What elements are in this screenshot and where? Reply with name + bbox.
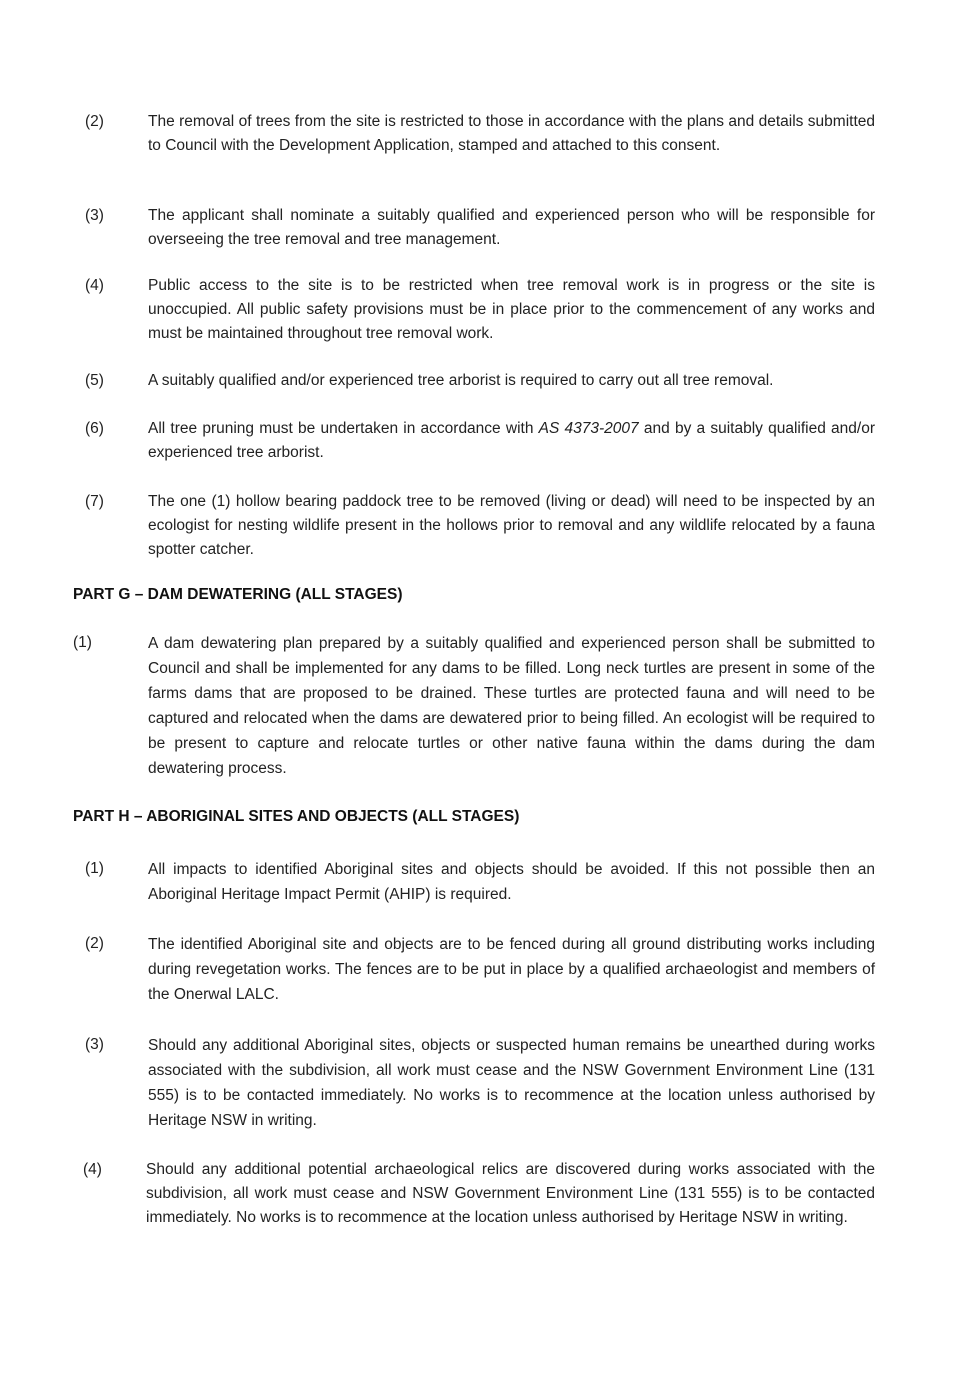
condition-number: (3) <box>85 207 104 224</box>
condition-text: Public access to the site is to be restricted when tree removal work is in progress or the site is unoccupied. All public safety provisions must be in place prior to the commencement of any works and must be maintained throughout tree removal work. <box>148 277 875 342</box>
condition-number: (4) <box>85 277 104 294</box>
condition-text: The identified Aboriginal site and objects are to be fenced during all ground distributing works including during revegetation works. The fences are to be put in place by a qualified archaeologist and members of the Onerwal LALC. <box>148 936 875 1003</box>
condition-number: (1) <box>85 860 104 877</box>
condition-text <box>148 417 875 465</box>
condition-text-part: and by a suitably qualified and/or experienced tree arborist. <box>148 420 876 461</box>
section-heading-part-h: PART H – ABORIGINAL SITES AND OBJECTS (ALL STAGES) <box>73 808 520 825</box>
condition-text: The applicant shall nominate a suitably qualified and experienced person who will be responsible for overseeing the tree removal and tree management. <box>148 207 875 248</box>
condition-text: Should any additional potential archaeological relics are discovered during works associated with the subdivision, all work must cease and NSW Government Environment Line (131 555) is to be contacted immediately. No works is to recommence at the location unless authorised by Heritage NSW in writing. <box>146 1161 875 1226</box>
condition-number: (7) <box>85 493 104 510</box>
condition-number: (3) <box>85 1036 104 1053</box>
condition-number: (2) <box>85 113 104 130</box>
condition-number: (4) <box>83 1161 102 1178</box>
condition-number: (2) <box>85 935 104 952</box>
condition-text: Should any additional Aboriginal sites, objects or suspected human remains be unearthed during works associated with the subdivision, all work must cease and the NSW Government Environment Line (131 555) is to be contacted immediately. No works is to recommence at the location unless authorised by Heritage NSW in writing. <box>148 1037 875 1129</box>
condition-text-part: All tree pruning must be undertaken in accordance with <box>148 420 539 437</box>
standard-reference: AS 4373-2007 <box>538 420 639 437</box>
condition-text: The removal of trees from the site is restricted to those in accordance with the plans and details submitted to Council with the Development Application, stamped and attached to this consent. <box>148 113 875 154</box>
condition-text: A suitably qualified and/or experienced tree arborist is required to carry out all tree removal. <box>148 372 774 389</box>
section-heading-part-g: PART G – DAM DEWATERING (ALL STAGES) <box>73 586 403 603</box>
condition-text: The one (1) hollow bearing paddock tree to be removed (living or dead) will need to be inspected by an ecologist for nesting wildlife present in the hollows prior to removal and any wildlife relocated by a fauna spotter catcher. <box>148 493 875 558</box>
condition-text: A dam dewatering plan prepared by a suitably qualified and experienced person shall be submitted to Council and shall be implemented for any dams to be filled. Long neck turtles are present in some of the farms dams that are proposed to be drained. These turtles are protected fauna and will need to be captured and relocated when the dams are dewatered prior to being filled. An ecologist will be required to be present to capture and relocate turtles or other native fauna within the dams during the dam dewatering process. <box>148 635 875 777</box>
condition-number: (5) <box>85 372 104 389</box>
condition-number: (6) <box>85 420 104 437</box>
condition-text: All impacts to identified Aboriginal sites and objects should be avoided. If this not possible then an Aboriginal Heritage Impact Permit (AHIP) is required. <box>148 861 875 903</box>
condition-number: (1) <box>73 634 92 651</box>
